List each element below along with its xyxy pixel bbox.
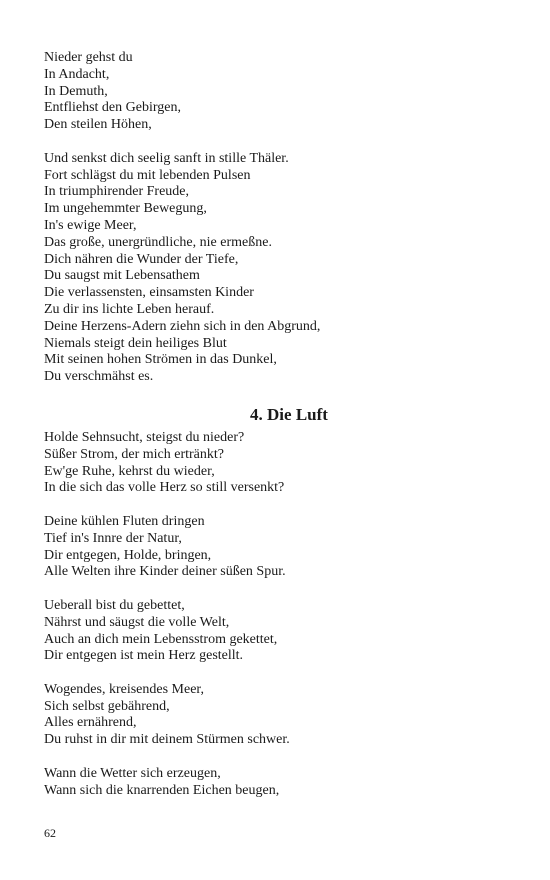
poem-line: In die sich das volle Herz so still versenkt? <box>44 480 285 496</box>
poem-line: Fort schlägst du mit lebenden Pulsen <box>44 167 251 183</box>
poem-line: Ew'ge Ruhe, kehrst du wieder, <box>44 463 215 479</box>
poem-line: Wann die Wetter sich erzeugen, <box>44 765 221 781</box>
poem-line: Du verschmähst es. <box>44 369 154 385</box>
poem-line: Nieder gehst du <box>44 50 133 65</box>
poem-line: Alle Welten ihre Kinder deiner süßen Spur. <box>44 564 286 580</box>
poem-line: Dir entgegen ist mein Herz gestellt. <box>44 648 244 664</box>
stanza <box>44 766 514 800</box>
stanza <box>44 514 514 581</box>
stanza <box>44 682 514 749</box>
poem-line: Du ruhst in dir mit deinem Stürmen schwer. <box>44 732 290 748</box>
poem-line: Den steilen Höhen, <box>44 117 152 133</box>
poem-line: Sich selbst gebährend, <box>44 698 170 714</box>
stanza <box>44 598 514 665</box>
poem-line: Entfliehst den Gebirgen, <box>44 100 181 116</box>
poem-line: Und senkst dich seelig sanft in stille Thäler. <box>44 150 289 166</box>
page-body <box>44 50 514 799</box>
stanza <box>44 151 514 386</box>
poem-line: Du saugst mit Lebensathem <box>44 268 200 284</box>
stanza <box>44 430 514 497</box>
poem-line: Zu dir ins lichte Leben herauf. <box>44 301 215 317</box>
poem-line: In's ewige Meer, <box>44 217 137 233</box>
poem-line: Holde Sehnsucht, steigst du nieder? <box>44 429 245 445</box>
poem-line: Im ungehemmter Bewegung, <box>44 201 207 217</box>
section-heading: 4. Die Luft <box>250 404 328 424</box>
poem-line: Nährst und säugst die volle Welt, <box>44 614 230 630</box>
poem-line: Das große, unergründliche, nie ermeßne. <box>44 234 272 250</box>
poem-line: Ueberall bist du gebettet, <box>44 597 185 613</box>
poem-line: Tief in's Innre der Natur, <box>44 530 182 546</box>
poem-line: Dir entgegen, Holde, bringen, <box>44 547 212 563</box>
poem-line: Wann sich die knarrenden Eichen beugen, <box>44 782 280 798</box>
poem-line: Süßer Strom, der mich ertränkt? <box>44 446 225 462</box>
poem-line: Auch an dich mein Lebensstrom gekettet, <box>44 631 278 647</box>
poem-line: Wogendes, kreisendes Meer, <box>44 681 205 697</box>
poem-line: Alles ernährend, <box>44 715 137 731</box>
stanza <box>44 50 514 134</box>
poem-line: In Andacht, <box>44 66 110 82</box>
poem-line: Deine Herzens-Adern ziehn sich in den Abgrund, <box>44 318 321 334</box>
poem-line: Dich nähren die Wunder der Tiefe, <box>44 251 239 267</box>
poem-line: In triumphirender Freude, <box>44 184 190 200</box>
page-number: 62 <box>44 826 56 840</box>
poem-line: Deine kühlen Fluten dringen <box>44 513 205 529</box>
poem-line: Die verlassensten, einsamsten Kinder <box>44 285 254 301</box>
poem-line: Mit seinen hohen Strömen in das Dunkel, <box>44 352 277 368</box>
poem-line: Niemals steigt dein heiliges Blut <box>44 335 227 351</box>
poem-line: In Demuth, <box>44 83 108 99</box>
